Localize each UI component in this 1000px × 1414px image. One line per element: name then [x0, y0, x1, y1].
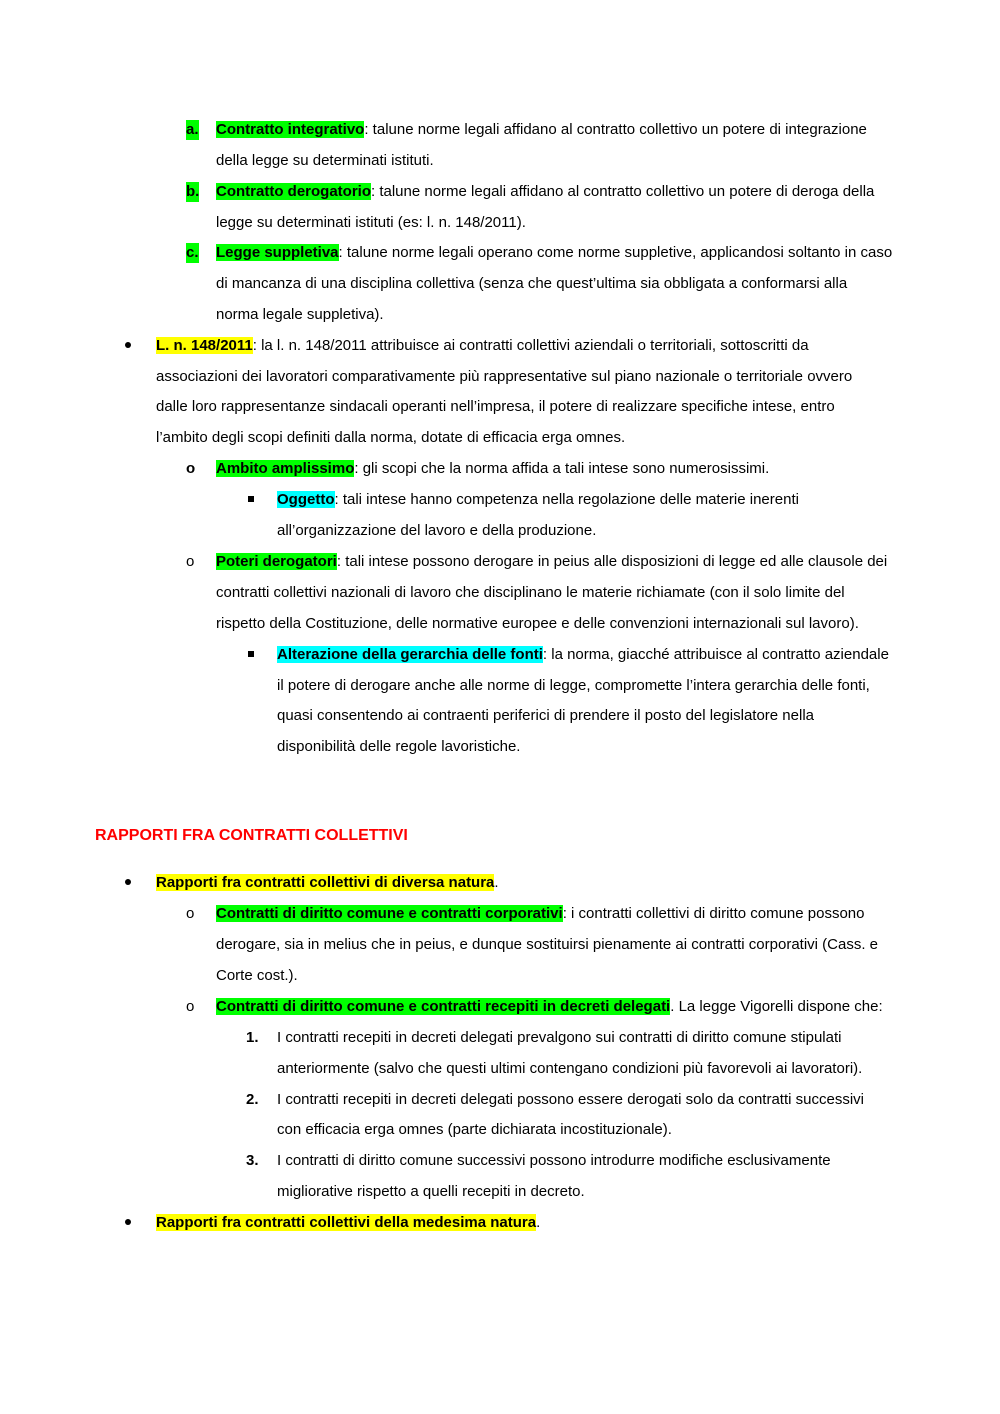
- numbered-item-3-line2: migliorative rispetto a quelli recepiti in decreto.: [277, 1183, 585, 1200]
- l148-line3: dalle loro rappresentanze sindacali operanti nell’impresa, il potere di realizzare specifiche intese, entro: [156, 398, 835, 415]
- numbered-item-2-line2: con efficacia erga omnes (parte dichiarata incostituzionale).: [277, 1121, 672, 1138]
- list-item-c-line2: di mancanza di una disciplina collettiva (senza che quest’ultima sia obbligata a conformarsi alla: [216, 275, 848, 292]
- list-item-b-line1: Contratto derogatorio: talune norme legali affidano al contratto collettivo un potere di deroga della: [216, 183, 875, 200]
- poteri-line2: contratti collettivi nazionali di lavoro che disciplinano le materie richiamate (con il solo limite del: [216, 584, 845, 601]
- list-number-1: 1.: [246, 1029, 259, 1046]
- bullet-dot: [125, 1219, 131, 1225]
- oggetto-line1: Oggetto: tali intese hanno competenza nella regolazione delle materie inerenti: [277, 491, 799, 508]
- ambito-line1: Ambito amplissimo: gli scopi che la norma affida a tali intese sono numerosissimi.: [216, 460, 770, 477]
- corporativi-line2: derogare, sia in melius che in peius, e dunque sostituirsi pienamente ai contratti corporativi (Cass. e: [216, 936, 879, 953]
- alterazione-line1: Alterazione della gerarchia delle fonti: la norma, giacché attribuisce al contratto aziendale: [277, 646, 889, 663]
- term-alterazione-gerarchia: Alterazione della gerarchia delle fonti: [277, 646, 543, 663]
- numbered-item-2-line1: I contratti recepiti in decreti delegati possono essere derogati solo da contratti successivi: [277, 1091, 864, 1108]
- term-poteri-derogatori: Poteri derogatori: [216, 553, 337, 570]
- term-decreti-delegati: Contratti di diritto comune e contratti recepiti in decreti delegati: [216, 998, 671, 1015]
- l148-line4: l’ambito degli scopi definiti dalla norma, dotate di efficacia erga omnes.: [156, 429, 626, 446]
- bullet-square: [248, 651, 254, 657]
- term-diversa-natura: Rapporti fra contratti collettivi di diversa natura: [156, 874, 495, 891]
- poteri-line1: Poteri derogatori: tali intese possono derogare in peius alle disposizioni di legge ed alle clausole dei: [216, 553, 888, 570]
- list-item-c-line1: Legge suppletiva: talune norme legali operano come norme suppletive, applicandosi soltanto in caso: [216, 244, 893, 261]
- l148-line2: associazioni dei lavoratori comparativamente più rappresentative sul piano nazionale o territoriale ovvero: [156, 368, 853, 385]
- delegati-line1: Contratti di diritto comune e contratti recepiti in decreti delegati. La legge Vigorelli dispone che:: [216, 998, 883, 1015]
- list-item-c-line3: norma legale suppletiva).: [216, 306, 384, 323]
- term-l148: L. n. 148/2011: [156, 337, 253, 354]
- term-oggetto: Oggetto: [277, 491, 335, 508]
- term-contratto-derogatorio: Contratto derogatorio: [216, 183, 371, 200]
- alterazione-line2: il potere di derogare anche alle norme di legge, compromette l’intera gerarchia delle fonti,: [277, 677, 870, 694]
- list-number-2: 2.: [246, 1091, 259, 1108]
- list-marker-o: o: [186, 460, 196, 477]
- bullet-dot: [125, 342, 131, 348]
- term-corporativi: Contratti di diritto comune e contratti corporativi: [216, 905, 563, 922]
- list-item-a-line1: Contratto integrativo: talune norme legali affidano al contratto collettivo un potere di integrazione: [216, 121, 867, 138]
- bullet-square: [248, 496, 254, 502]
- list-item-b-line2: legge su determinati istituti (es: l. n. 148/2011).: [216, 214, 526, 231]
- numbered-item-1-line1: I contratti recepiti in decreti delegati prevalgono sui contratti di diritto comune stipulati: [277, 1029, 842, 1046]
- term-medesima-natura: Rapporti fra contratti collettivi della medesima natura: [156, 1214, 537, 1231]
- term-legge-suppletiva: Legge suppletiva: [216, 244, 339, 261]
- section-heading: RAPPORTI FRA CONTRATTI COLLETTIVI: [95, 827, 408, 844]
- medesima-line: Rapporti fra contratti collettivi della medesima natura.: [156, 1214, 541, 1231]
- alterazione-line3: quasi consentendo ai contraenti periferici di prendere il posto del legislatore nella: [277, 707, 814, 724]
- list-marker-o: o: [186, 905, 195, 922]
- bullet-dot: [125, 879, 131, 885]
- list-marker-o: o: [186, 998, 195, 1015]
- numbered-item-1-line2: anteriormente (salvo che questi ultimi contengano condizioni più favorevoli ai lavoratori).: [277, 1060, 863, 1077]
- alterazione-line4: disponibilità delle regole lavoristiche.: [277, 738, 521, 755]
- term-contratto-integrativo: Contratto integrativo: [216, 121, 365, 138]
- list-number-3: 3.: [246, 1152, 259, 1169]
- corporativi-line1: Contratti di diritto comune e contratti corporativi: i contratti collettivi di diritto comune possono: [216, 905, 865, 922]
- diversa-line: Rapporti fra contratti collettivi di diversa natura.: [156, 874, 499, 891]
- list-marker-a: a.: [186, 121, 199, 138]
- numbered-item-3-line1: I contratti di diritto comune successivi possono introdurre modifiche esclusivamente: [277, 1152, 831, 1169]
- list-marker-o: o: [186, 553, 195, 570]
- list-item-a-line2: della legge su determinati istituti.: [216, 152, 434, 169]
- l148-line1: L. n. 148/2011: la l. n. 148/2011 attribuisce ai contratti collettivi aziendali o territoriali, sottoscritti da: [156, 337, 809, 354]
- corporativi-line3: Corte cost.).: [216, 967, 298, 984]
- term-ambito-amplissimo: Ambito amplissimo: [216, 460, 355, 477]
- list-marker-c: c.: [186, 244, 199, 261]
- list-marker-b: b.: [186, 183, 200, 200]
- oggetto-line2: all’organizzazione del lavoro e della produzione.: [277, 522, 597, 539]
- poteri-line3: rispetto della Costituzione, delle normative europee e delle convenzioni internazionali sul lavoro).: [216, 615, 859, 632]
